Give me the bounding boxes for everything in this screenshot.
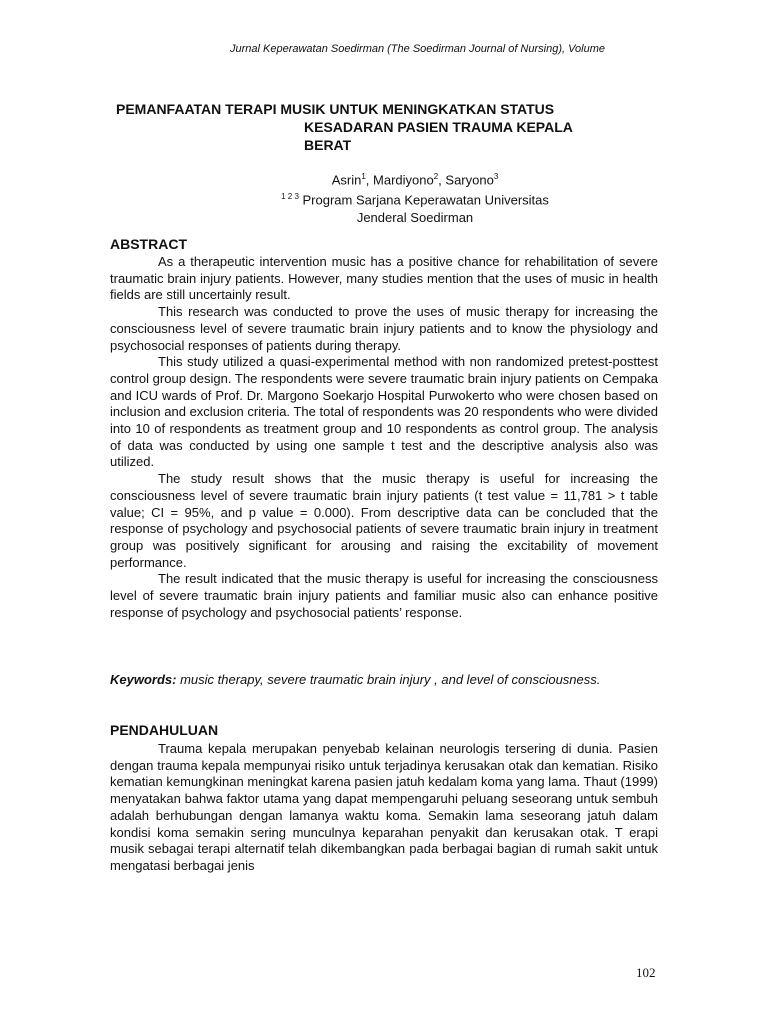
- abstract-paragraph: As a therapeutic intervention music has a positive chance for rehabilitation of severe traumatic brain injury patients. However, many studies mention that the uses of music in health fields are still uncertainly result.: [110, 254, 658, 303]
- abstract-paragraph: This study utilized a quasi-experimental method with non randomized pretest-posttest control group design. The respondents were severe traumatic brain injury patients on Cempaka and ICU wards of Prof. Dr. Margono Soekarjo Hospital Purwokerto who were chosen based on inclusion and exclusion criteria. The total of respondents was 20 respondents who were divided into 10 of respondents as treatment group and 10 respondents as control group. The analysis of data was conducted by using one sample t test and the descriptive analysis also was utilized.: [110, 354, 658, 470]
- affiliation-text: Program Sarjana Keperawatan Universitas: [298, 192, 549, 208]
- affiliation: [250, 188, 580, 225]
- abstract-paragraph: The result indicated that the music therapy is useful for increasing the consciousness level of severe traumatic brain injury patients and familiar music also can enhance positive response of psychology and psychosocial patients’ response.: [110, 571, 658, 620]
- keywords: [110, 672, 610, 689]
- pendahuluan-body: [110, 741, 658, 875]
- abstract-body: [110, 254, 658, 621]
- author-affiliation-mark: 2: [433, 172, 439, 181]
- abstract-paragraph: The study result shows that the music therapy is useful for increasing the consciousness level of severe traumatic brain injury patients (t test value = 11,781 > t table value; CI = 95%, and p value = 0.000). From descriptive data can be concluded that the response of psychology and psychosocial patients of severe traumatic brain injury in treatment group was positively significant for arousing and raising the excitability of movement performance.: [110, 471, 658, 570]
- author-affiliation-mark: 3: [493, 172, 499, 181]
- pendahuluan-heading: PENDAHULUAN: [110, 722, 219, 738]
- title-line-3: BERAT: [304, 137, 352, 153]
- affiliation-line-2: Jenderal Soedirman: [356, 209, 474, 225]
- keywords-label: Keywords:: [110, 672, 177, 687]
- affiliation-marks: 1 2 3: [281, 192, 299, 202]
- title-line-1: PEMANFAATAN TERAPI MUSIK UNTUK MENINGKATKAN STATUS: [116, 101, 555, 117]
- affiliation-line-1: [250, 188, 580, 208]
- abstract-heading: ABSTRACT: [110, 236, 187, 252]
- abstract-paragraph: This research was conducted to prove the uses of music therapy for increasing the consciousness level of severe traumatic brain injury patients and to know the physiology and psychosocial responses of patients during therapy.: [110, 304, 658, 353]
- author-name: , Mardiyono: [365, 172, 434, 188]
- keywords-text: music therapy, severe traumatic brain injury , and level of consciousness.: [176, 672, 601, 687]
- author-affiliation-mark: 1: [361, 172, 366, 181]
- pendahuluan-paragraph: Trauma kepala merupakan penyebab kelainan neurologis tersering di dunia. Pasien dengan trauma kepala mempunyai risiko untuk terjadinya kerusakan otak dan kematian. Risiko kematian kemungkinan meningkat karena pasien jatuh kedalam koma yang lama. Thaut (1999) menyatakan bahwa faktor utama yang dapat mempengaruhi peluang seseorang untuk sembuh adalah berhubungan dengan lamanya waktu koma. Semakin lama seseorang jatuh dalam kondisi koma semakin sering munculnya keparahan penyakit dan kerusakan otak. T erapi musik sebagai terapi alternatif telah dikembangkan pada berbagai bagian di rumah sakit untuk mengatasi berbagai jenis: [110, 741, 658, 873]
- paper-title: [116, 100, 616, 154]
- page-number: 102: [636, 965, 656, 980]
- author-name: , Saryono: [438, 172, 494, 188]
- title-line-2: KESADARAN PASIEN TRAUMA KEPALA: [304, 119, 573, 135]
- author-name: Asrin: [331, 172, 362, 188]
- author-names: [250, 168, 580, 188]
- running-head: Jurnal Keperawatan Soedirman (The Soedirman Journal of Nursing), Volume: [230, 43, 606, 55]
- author-block: [250, 168, 580, 226]
